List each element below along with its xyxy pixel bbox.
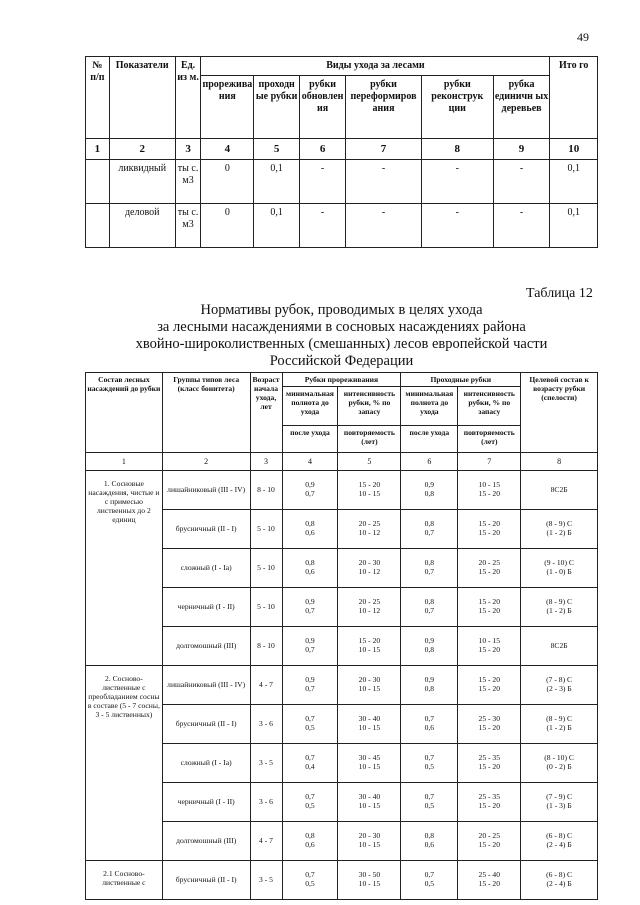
title-line: хвойно-широколиственных (смешанных) лесов европейской части xyxy=(135,336,548,352)
table-row xyxy=(86,861,598,900)
row-target-composition: (8 - 9) С (1 - 2) Б xyxy=(521,705,598,744)
col-header-forest-type: Группы типов леса (класс бонитета) xyxy=(162,373,250,453)
column-number: 1 xyxy=(86,453,163,471)
col-header-composition: Состав лесных насаждений до рубки xyxy=(86,373,163,453)
col-header-total: Ито го xyxy=(550,57,598,139)
row-forest-type: сложный (I - Ia) xyxy=(162,744,250,783)
row-age: 8 - 10 xyxy=(250,471,282,510)
row-age: 8 - 10 xyxy=(250,627,282,666)
row-min-density: 0,9 0,7 xyxy=(282,588,338,627)
row-age: 3 - 6 xyxy=(250,783,282,822)
column-number: 2 xyxy=(109,139,175,160)
row-intensity: 25 - 40 15 - 20 xyxy=(458,861,521,900)
table-row xyxy=(86,204,598,248)
row-age: 3 - 5 xyxy=(250,861,282,900)
row-min-density: 0,7 0,5 xyxy=(282,861,338,900)
row-intensity: 25 - 35 15 - 20 xyxy=(458,744,521,783)
col-header-type: рубки реконструк ции xyxy=(421,76,493,139)
row-age: 3 - 5 xyxy=(250,744,282,783)
row-intensity: 30 - 40 10 - 15 xyxy=(338,783,401,822)
row-value: - xyxy=(300,160,346,204)
row-value: - xyxy=(300,204,346,248)
table-row xyxy=(86,627,598,666)
row-forest-type: долгомошный (III) xyxy=(162,822,250,861)
row-intensity: 30 - 50 10 - 15 xyxy=(338,861,401,900)
col-header-passage: Проходные рубки xyxy=(401,373,521,387)
col-header-care-types: Виды ухода за лесами xyxy=(201,57,550,76)
table-row xyxy=(86,510,598,549)
row-target-composition: (7 - 9) С (1 - 3) Б xyxy=(521,783,598,822)
col-header-unit: Ед. из м. xyxy=(175,57,201,139)
row-min-density: 0,7 0,5 xyxy=(282,705,338,744)
row-min-density: 0,8 0,6 xyxy=(401,822,458,861)
row-forest-type: брусничный (II - I) xyxy=(162,510,250,549)
row-target-composition: 8С2Б xyxy=(521,627,598,666)
row-forest-type: брусничный (II - I) xyxy=(162,861,250,900)
row-intensity: 15 - 20 10 - 15 xyxy=(338,471,401,510)
col-header-thinning: Рубки прореживания xyxy=(282,373,401,387)
table-row xyxy=(86,588,598,627)
row-intensity: 15 - 20 15 - 20 xyxy=(458,588,521,627)
column-number-row xyxy=(86,139,598,160)
row-target-composition: (8 - 10) С (0 - 2) Б xyxy=(521,744,598,783)
column-number: 10 xyxy=(550,139,598,160)
row-age: 5 - 10 xyxy=(250,588,282,627)
title-line: за лесными насаждениями в сосновых насаждениях района xyxy=(157,319,526,335)
row-min-density: 0,8 0,7 xyxy=(401,588,458,627)
row-num xyxy=(86,160,110,204)
row-value: - xyxy=(421,160,493,204)
col-header-type: прорежива ния xyxy=(201,76,254,139)
group-composition: 2. Сосново-лиственные с преобладанием сосны в составе (5 - 7 сосны, 3 - 5 лиственных) xyxy=(86,666,163,861)
title-line: Российской Федерации xyxy=(269,353,414,369)
col-header-after-care: после ухода xyxy=(401,426,458,453)
row-min-density: 0,9 0,7 xyxy=(282,627,338,666)
column-number: 9 xyxy=(493,139,550,160)
col-header-age: Возраст начала ухода, лет xyxy=(250,373,282,453)
column-number: 5 xyxy=(254,139,300,160)
table-label: Таблица 12 xyxy=(526,286,593,301)
row-age: 5 - 10 xyxy=(250,510,282,549)
table-cutting-norms xyxy=(85,372,598,900)
row-age: 4 - 7 xyxy=(250,666,282,705)
header-row xyxy=(86,373,598,387)
table-forest-care-volumes xyxy=(85,56,598,248)
row-target-composition: 8С2Б xyxy=(521,471,598,510)
row-min-density: 0,7 0,5 xyxy=(401,783,458,822)
row-age: 5 - 10 xyxy=(250,549,282,588)
col-header-intensity: интенсивность рубки, % по запасу xyxy=(458,387,521,426)
column-number: 1 xyxy=(86,139,110,160)
column-number: 7 xyxy=(458,453,521,471)
row-indicator: деловой xyxy=(109,204,175,248)
row-forest-type: лишайниковый (III - IV) xyxy=(162,666,250,705)
row-min-density: 0,7 0,5 xyxy=(401,744,458,783)
row-value: 0,1 xyxy=(254,204,300,248)
column-number: 7 xyxy=(346,139,422,160)
row-min-density: 0,8 0,6 xyxy=(282,549,338,588)
row-value: - xyxy=(421,204,493,248)
row-intensity: 20 - 25 15 - 20 xyxy=(458,822,521,861)
row-value: 0 xyxy=(201,204,254,248)
col-header-type: проходн ые рубки xyxy=(254,76,300,139)
row-target-composition: (9 - 10) С (1 - 0) Б xyxy=(521,549,598,588)
table-row xyxy=(86,160,598,204)
row-intensity: 10 - 15 15 - 20 xyxy=(458,627,521,666)
row-intensity: 20 - 25 15 - 20 xyxy=(458,549,521,588)
row-value: 0 xyxy=(201,160,254,204)
col-header-intensity: интенсивность рубки, % по запасу xyxy=(338,387,401,426)
row-age: 4 - 7 xyxy=(250,822,282,861)
row-total: 0,1 xyxy=(550,204,598,248)
row-total: 0,1 xyxy=(550,160,598,204)
group-composition: 1. Сосновые насаждения, чистые и с примесью лиственных до 2 единиц xyxy=(86,471,163,666)
column-number: 6 xyxy=(300,139,346,160)
row-min-density: 0,7 0,4 xyxy=(282,744,338,783)
page-number: 49 xyxy=(577,30,589,44)
row-min-density: 0,7 0,5 xyxy=(401,861,458,900)
column-number: 8 xyxy=(421,139,493,160)
row-min-density: 0,8 0,6 xyxy=(282,822,338,861)
column-number: 6 xyxy=(401,453,458,471)
row-min-density: 0,9 0,7 xyxy=(282,471,338,510)
row-value: 0,1 xyxy=(254,160,300,204)
row-intensity: 25 - 30 15 - 20 xyxy=(458,705,521,744)
col-header-min-density: минимальная полнота до ухода xyxy=(401,387,458,426)
row-intensity: 30 - 45 10 - 15 xyxy=(338,744,401,783)
col-header-num: № п/п xyxy=(86,57,110,139)
header-row xyxy=(86,57,598,76)
row-target-composition: (8 - 9) С (1 - 2) Б xyxy=(521,510,598,549)
row-indicator: ликвидный xyxy=(109,160,175,204)
col-header-min-density: минимальная полнота до ухода xyxy=(282,387,338,426)
col-header-type: рубка единичн ых деревьев xyxy=(493,76,550,139)
title-line: Нормативы рубок, проводимых в целях ухода xyxy=(200,302,483,318)
table-title xyxy=(85,302,598,370)
column-number: 2 xyxy=(162,453,250,471)
column-number: 3 xyxy=(250,453,282,471)
table-row xyxy=(86,666,598,705)
col-header-repeat: повторяемость (лет) xyxy=(458,426,521,453)
col-header-after-care: после ухода xyxy=(282,426,338,453)
row-forest-type: черничный (I - II) xyxy=(162,588,250,627)
col-header-repeat: повторяемость (лет) xyxy=(338,426,401,453)
row-value: - xyxy=(346,204,422,248)
row-min-density: 0,9 0,7 xyxy=(282,666,338,705)
row-intensity: 20 - 25 10 - 12 xyxy=(338,510,401,549)
row-min-density: 0,8 0,7 xyxy=(401,510,458,549)
row-min-density: 0,9 0,8 xyxy=(401,666,458,705)
table-row xyxy=(86,822,598,861)
row-min-density: 0,8 0,6 xyxy=(282,510,338,549)
column-number: 5 xyxy=(338,453,401,471)
row-min-density: 0,9 0,8 xyxy=(401,627,458,666)
row-forest-type: сложный (I - Ia) xyxy=(162,549,250,588)
row-age: 3 - 6 xyxy=(250,705,282,744)
row-target-composition: (6 - 8) С (2 - 4) Б xyxy=(521,822,598,861)
table-row xyxy=(86,783,598,822)
row-min-density: 0,9 0,8 xyxy=(401,471,458,510)
column-number: 4 xyxy=(201,139,254,160)
row-num xyxy=(86,204,110,248)
row-forest-type: долгомошный (III) xyxy=(162,627,250,666)
group-composition: 2.1 Сосново-лиственные с xyxy=(86,861,163,900)
row-value: - xyxy=(346,160,422,204)
row-intensity: 30 - 40 10 - 15 xyxy=(338,705,401,744)
row-min-density: 0,7 0,6 xyxy=(401,705,458,744)
row-value: - xyxy=(493,160,550,204)
row-value: - xyxy=(493,204,550,248)
column-number: 3 xyxy=(175,139,201,160)
row-forest-type: черничный (I - II) xyxy=(162,783,250,822)
col-header-target: Целевой состав к возрасту рубки (спелости) xyxy=(521,373,598,453)
row-min-density: 0,8 0,7 xyxy=(401,549,458,588)
column-number-row xyxy=(86,453,598,471)
table-row xyxy=(86,549,598,588)
row-intensity: 20 - 30 10 - 15 xyxy=(338,822,401,861)
column-number: 4 xyxy=(282,453,338,471)
table-row xyxy=(86,744,598,783)
row-target-composition: (6 - 8) С (2 - 4) Б xyxy=(521,861,598,900)
row-forest-type: лишайниковый (III - IV) xyxy=(162,471,250,510)
table-row xyxy=(86,705,598,744)
row-intensity: 15 - 20 10 - 15 xyxy=(338,627,401,666)
col-header-type: рубки переформиров ания xyxy=(346,76,422,139)
row-unit: ты с. м3 xyxy=(175,160,201,204)
row-intensity: 20 - 30 10 - 15 xyxy=(338,666,401,705)
row-forest-type: брусничный (II - I) xyxy=(162,705,250,744)
row-intensity: 25 - 35 15 - 20 xyxy=(458,783,521,822)
row-intensity: 10 - 15 15 - 20 xyxy=(458,471,521,510)
row-intensity: 20 - 25 10 - 12 xyxy=(338,588,401,627)
row-unit: ты с. м3 xyxy=(175,204,201,248)
col-header-indicator: Показатели xyxy=(109,57,175,139)
col-header-type: рубки обновлен ия xyxy=(300,76,346,139)
row-target-composition: (8 - 9) С (1 - 2) Б xyxy=(521,588,598,627)
row-target-composition: (7 - 8) С (2 - 3) Б xyxy=(521,666,598,705)
row-min-density: 0,7 0,5 xyxy=(282,783,338,822)
row-intensity: 15 - 20 15 - 20 xyxy=(458,666,521,705)
column-number: 8 xyxy=(521,453,598,471)
row-intensity: 20 - 30 10 - 12 xyxy=(338,549,401,588)
row-intensity: 15 - 20 15 - 20 xyxy=(458,510,521,549)
table-row xyxy=(86,471,598,510)
